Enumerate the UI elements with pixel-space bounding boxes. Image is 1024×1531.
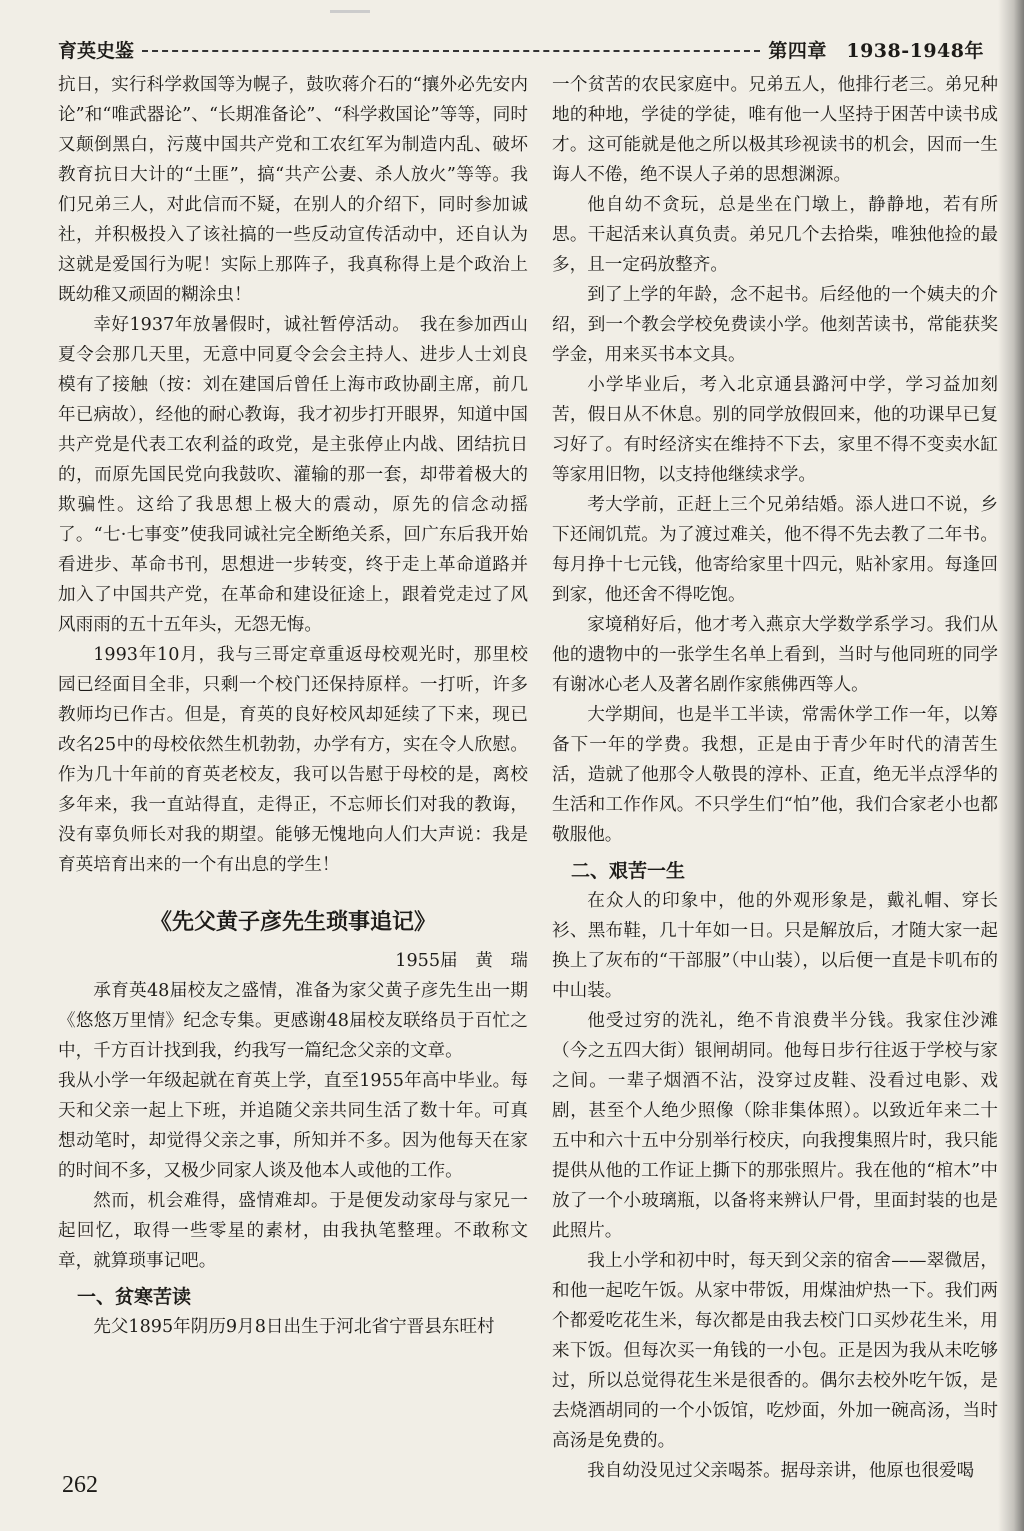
right-column (552, 70, 998, 1500)
paragraph: 他自幼不贪玩，总是坐在门墩上，静静地，若有所思。干起活来认真负责。弟兄几个去拾柴，唯独他捡的最多，且一定码放整齐。 (552, 195, 998, 275)
paragraph: 抗日，实行科学救国等为幌子，鼓吹蒋介石的“攘外必先安内论”和“唯武器论”、“长期准备论”、“科学救国论”等等，同时又颠倒黑白，污蔑中国共产党和工农红军为制造内乱、破坏教育抗日大计的“土匪”，搞“共产公妻、杀人放火”等等。我们兄弟三人，对此信而不疑，在别人的介绍下，同时参加诚社，并积极投入了该社搞的一些反动宣传活动中，还自认为这就是爱国行为呢！实际上那阵子，我真称得上是个政治上既幼稚又顽固的糊涂虫！ (58, 75, 528, 305)
header-chapter-title: 第四章 1938-1948年 (768, 39, 984, 62)
running-header (58, 34, 984, 64)
paragraph: 大学期间，也是半工半读，常需休学工作一年，以筹备下一年的学费。我想，正是由于青少年时代的清苦生活，造就了他那令人敬畏的淳朴、正直，绝无半点浮华的生活和工作作风。不只学生们“怕”他，我们合家老小也都敬服他。 (552, 705, 998, 845)
article-byline: 1955届 黄 瑞 (395, 951, 528, 971)
header-book-title: 育英史鉴 (58, 39, 135, 62)
scan-speck (330, 10, 370, 13)
paragraph: 他受过穷的洗礼，绝不肯浪费半分钱。我家住沙滩（今之五四大街）银闸胡同。他每日步行往返于学校与家之间。一辈子烟酒不沾，没穿过皮鞋、没看过电影、戏剧，甚至个人绝少照像（除非集体照）。以致近年来二十五中和六十五中分别举行校庆，向我搜集照片时，我只能提供从他的工作证上撕下的那张照片。我在他的“棺木”中放了一个小玻璃瓶，以备将来辨认尸骨，里面封装的也是此照片。 (552, 1011, 998, 1241)
left-column (58, 70, 528, 1470)
page-number: 262 (62, 1472, 98, 1498)
header-dashed-rule (142, 50, 760, 52)
paragraph: 到了上学的年龄，念不起书。后经他的一个姨夫的介绍，到一个教会学校免费读小学。他刻苦读书，常能获奖学金，用来买书本文具。 (552, 285, 998, 365)
paragraph: 在众人的印象中，他的外观形象是，戴礼帽、穿长衫、黑布鞋，几十年如一日。只是解放后，才随大家一起换上了灰布的“干部服”（中山装），以后便一直是卡叽布的中山装。 (552, 891, 998, 1001)
paragraph: 1993年10月，我与三哥定章重返母校观光时，那里校园已经面目全非，只剩一个校门还保持原样。一打听，许多教师均已作古。但是，育英的良好校风却延续了下来，现已改名25中的母校依然生机勃勃，办学有方，实在令人欣慰。作为几十年前的育英老校友，我可以告慰于母校的是，离校多年来，我一直站得直，走得正，不忘师长们对我的教诲，没有辜负师长对我的期望。能够无愧地向人们大声说：我是育英培育出来的一个有出息的学生！ (58, 645, 528, 875)
paragraph: 先父1895年阴历9月8日出生于河北省宁晋县东旺村 (93, 1317, 495, 1337)
paragraph: 承育英48届校友之盛情，准备为家父黄子彦先生出一期《悠悠万里情》纪念专集。更感谢48届校友联络员于百忙之中，千方百计找到我，约我写一篇纪念父亲的文章。 (58, 981, 528, 1061)
paragraph: 我自幼没见过父亲喝茶。据母亲讲，他原也很爱喝 (587, 1461, 975, 1481)
paragraph: 然而，机会难得，盛情难却。于是便发动家母与家兄一起回忆，取得一些零星的素材，由我执笔整理。不敢称文章，就算琐事记吧。 (58, 1191, 528, 1271)
binding-shadow (998, 0, 1024, 1531)
paragraph: 幸好1937年放暑假时，诚社暂停活动。 我在参加西山夏令会那几天里，无意中同夏令会会主持人、进步人士刘良模有了接触（按：刘在建国后曾任上海市政协副主席，前几年已病故），经他的耐心教诲，我才初步打开眼界，知道中国共产党是代表工农利益的政党，是主张停止内战、团结抗日的，而原先国民党向我鼓吹、灌输的那一套，却带着极大的欺骗性。这给了我思想上极大的震动，原先的信念动摇了。“七·七事变”使我同诚社完全断绝关系，回广东后我开始看进步、革命书刊，思想进一步转变，终于走上革命道路并加入了中国共产党，在革命和建设征途上，跟着党走过了风风雨雨的五十五年头，无怨无悔。 (58, 315, 528, 635)
paragraph: 家境稍好后，他才考入燕京大学数学系学习。我们从他的遗物中的一张学生名单上看到，当时与他同班的同学有谢冰心老人及著名剧作家熊佛西等人。 (552, 615, 998, 695)
paragraph: 我从小学一年级起就在育英上学，直至1955年高中毕业。每天和父亲一起上下班，并追随父亲共同生活了数十年。可真想动笔时，却觉得父亲之事，所知并不多。因为他每天在家的时间不多，又极少同家人谈及他本人或他的工作。 (58, 1071, 528, 1181)
article-title: 《先父黄子彦先生琐事追记》 (149, 909, 436, 935)
paragraph: 我上小学和初中时，每天到父亲的宿舍——翠微居，和他一起吃午饭。从家中带饭，用煤油炉热一下。我们两个都爱吃花生米，每次都是由我去校门口买炒花生米，用来下饭。但每次买一角钱的一小包。正是因为我从未吃够过，所以总觉得花生米是很香的。偶尔去校外吃午饭，是去烧酒胡同的一个小饭馆，吃炒面，外加一碗高汤，当时高汤是免费的。 (552, 1251, 998, 1451)
section-heading: 二、艰苦一生 (571, 860, 686, 882)
paragraph: 一个贫苦的农民家庭中。兄弟五人，他排行老三。弟兄种地的种地，学徒的学徒，唯有他一人坚持于困苦中读书成才。这可能就是他之所以极其珍视读书的机会，因而一生诲人不倦，绝不误人子弟的思想渊源。 (552, 75, 998, 185)
section-heading: 一、贫寒苦读 (77, 1286, 192, 1308)
paragraph: 考大学前，正赶上三个兄弟结婚。添人进口不说，乡下还闹饥荒。为了渡过难关，他不得不先去教了二年书。每月挣十七元钱，他寄给家里十四元，贴补家用。每逢回到家，他还舍不得吃饱。 (552, 495, 998, 605)
paragraph: 小学毕业后，考入北京通县潞河中学，学习益加刻苦，假日从不休息。别的同学放假回来，他的功课早已复习好了。有时经济实在维持不下去，家里不得不变卖水缸等家用旧物，以支持他继续求学。 (552, 375, 998, 485)
